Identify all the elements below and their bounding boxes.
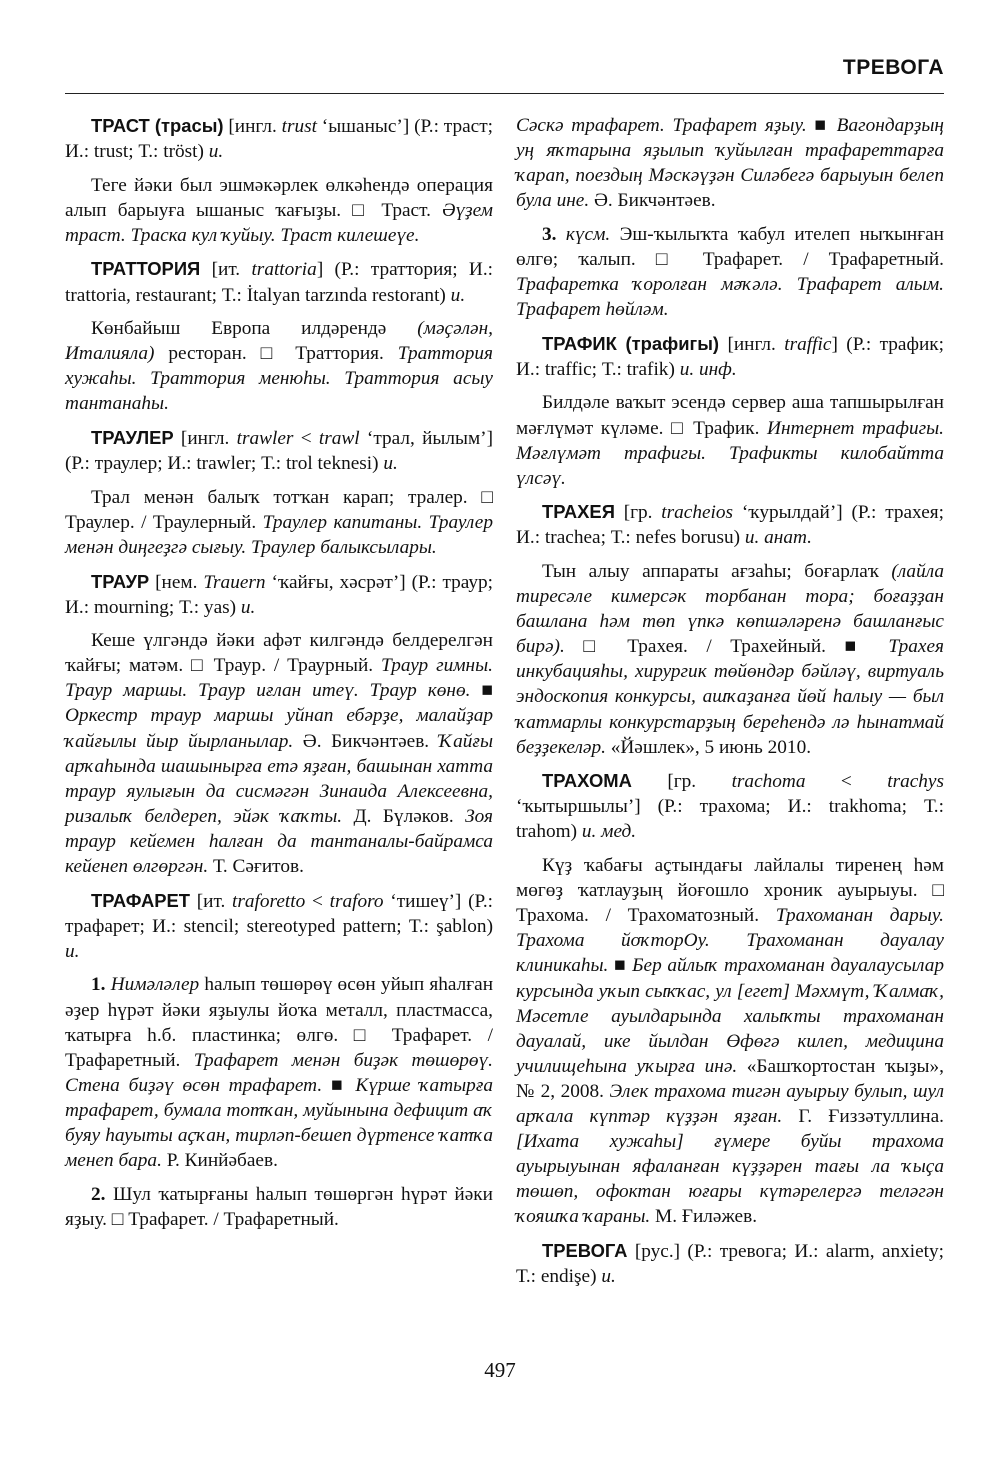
headword: ТРАФИК (трафигы): [542, 332, 720, 354]
sense-3: 3. күсм. Эш-ҡылыҡта ҡабул ителеп ныҡынған өлгө; ҡалып. □ Трафарет. / Трафаретный. Трафаретка ҡоролған мәҡәлә. Трафарет алым. Трафарет һөйләм.: [516, 223, 945, 321]
entry-trafik: ТРАФИК (трафигы) [ингл. traffic] (Р.: трафик; И.: traffic; Т.: trafik) и. инф.: [516, 332, 944, 380]
entry-trafaret: ТРАФАРЕТ [ит. traforetto < traforo ‘тишеү’] (Р.: трафарет; И.: stencil; stereotyped pattern; Т.: şablon) и.: [65, 889, 493, 962]
headword: ТРАУР: [91, 570, 150, 592]
definition: Кеше үлгәндә йәки афәт килгәндә белдерелгән ҡайғы; матәм. □ Траур. / Траурный. Траур гимны. Траур маршы. Траур иғлан итеү. Траур көнө. ■ Оркестр траур маршы уйнап ебәрҙе, малайҙар ҡайғылы йыр йырланылар. Ә. Бикчәнтәев. Ҡайғы арҡаһында шашынырға етә яҙған, башынан хатта траур яулығын да сисмәгән Зинаида Алексеевна, ризалыҡ белдереп, эйәк ҡаҡты. Д. Бүләков. Зоя траур кейемен һалған да тантаналы-байрамса кейенеп өлгөргән. Т. Сәғитов.: [65, 630, 494, 878]
sense-2: 2. Шул ҡатырғаны һалып төшөргән һүрәт йәки яҙыу. □ Трафарет. / Трафаретный.: [65, 1183, 493, 1230]
entry-trast: ТРАСТ (трасы) [ингл. trust ‘ышаныс’] (Р.: траст; И.: trust; Т.: tröst) и.: [65, 115, 494, 163]
headword: ТРАФАРЕТ: [91, 889, 190, 911]
definition: Трал менән балыҡ тотҡан карап; тралер. □ Траулер. / Траулерный. Траулер капитаны. Траулер менән диңгеҙгә сығыу. Траулер балыксылары.: [65, 486, 493, 558]
headword: ТРАТТОРИЯ: [91, 258, 201, 280]
headword: ТРЕВОГА: [542, 1239, 628, 1261]
definition: Билдәле ваҡыт эсендә сервер аша тапшырылған мәғлүмәт күләме. □ Трафик. Интернет трафигы. Мәғлүмәт трафигы. Трафикты килобайтта үлсәү.: [516, 392, 944, 489]
entry-trahoma: ТРАХОМА [гр. trachoma < trachys ‘ҡытыршылы’] (Р.: трахома; И.: trakhoma; Т.: trahom) и. мед.: [516, 770, 944, 843]
entry-trattoria: ТРАТТОРИЯ [ит. trattoria] (Р.: траттория; И.: trattoria, restaurant; Т.: İtalyan tarzında restorant) и.: [65, 258, 493, 306]
running-head: ТРЕВОГА: [842, 56, 944, 79]
definition: Тын алыу аппараты ағзаһы; боғарлаҡ (лайла тиресәле кимерсәк торбанан тора; боғаҙҙан башлана һәм төп үпкә көпшәләренә башланғыс бирә). □ Трахея. / Трахейный. ■ Трахея инкубацияһы, хирургик төйөндәр бәйләү, виртуаль эндоскопия конкурсы, ашҡаҙанға йөй һалыу — был ҡатмарлы конкурстарҙың береһендә лә һынатмай беҙҙекеләр. «Йәшлек», 5 июнь 2010.: [516, 561, 944, 758]
square-bullet-icon: ■: [608, 955, 633, 977]
entry-traheya: ТРАХЕЯ [гр. tracheios ‘ҡурылдай’] (Р.: трахея; И.: trachea; Т.: nefes borusu) и. анат.: [516, 501, 944, 549]
entry-trauler: ТРАУЛЕР [ингл. trawler < trawl ‘трал, йылым’] (Р.: траулер; И.: trawler; Т.: trol teknesi) и.: [65, 427, 493, 475]
sense-1: 1. Нимәләлер һалып төшөрөү өсөн уйып яһалған әҙер һүрәт йәки яҙыулы йоҡа металл, пластмасса, ҡатырға һ.б. пластинка; өлгө. □ Трафарет. / Трафаретный. Трафарет менән биҙәк төшөрөү. Стена биҙәү өсөн трафарет. ■ Күрше ҡатырға трафарет, бумала тотҡан, муйынына дефицит аҡ буяу һауыты аҫҡан, тирләп-бешеп дүртенсе ҡатҡа менеп бара. Р. Кинйәбаев.: [65, 974, 494, 1172]
headword: ТРАСТ (трасы): [91, 115, 224, 136]
definition: Көнбайыш Европа илдәрендә (мәҫәлән, Италияла) ресторан. □ Траттория. Траттория хужаһы. Траттория менюһы. Траттория асыу тантанаһы.: [65, 318, 493, 415]
definition: Теге йәки был эшмәкәрлек өлкәһендә операция алып барыуға ышаныс ҡағыҙы. □ Траст. Әүҙем траст. Траска кул ҡуйыу. Траст килешеүе.: [65, 174, 493, 246]
square-bullet-icon: ■: [322, 1074, 356, 1096]
headword: ТРАХОМА: [542, 770, 632, 792]
definition: Күҙ ҡабағы аҫтындағы лайлалы тиренең һәм мөгөҙ ҡатлауҙың йоғошло хроник ауырыуы. □ Трахома. / Трахоматозный. Трахоманан дарыу. Трахома йоҡторОу. Трахоманан дауалау клиникаһы. ■ Бер айлыҡ трахоманан дауалаусылар курсында уҡып сыҡҡас, ул [егет] Мәхмүт, Ҡалмаҡ, Мәсетле ауылдарында халыҡты трахоманан дауалай, ике йылдан Өфөгә килеп, медицина училищеһына уҡырға инә. «Башҡортостан ҡыҙы», № 2, 2008. Элек трахома тигән ауырыу булып, шул арҡала күптәр күҙҙән яҙған. Г. Ғиззәтуллина. [Ихата хужаһы] ғүмере буйы трахома ауырыуынан яфаланған күҙҙәрен тағы ла ҡыҫа төшөп, офоктан юғары күтәрелергә теләгән ҡояшҡа ҡараны. М. Ғиләжев.: [516, 855, 945, 1228]
left-column: [65, 113, 493, 1240]
entry-trevoga: ТРЕВОГА [рус.] (Р.: тревога; И.: alarm, anxiety; Т.: endişe) и.: [516, 1239, 944, 1288]
header-rule: [65, 93, 944, 94]
continuation: Сәскә трафарет. Трафарет яҙыу. ■ Вагондарҙың уң яҡтарына яҙылып ҡуйылған трафареттарға ҡарап, поездың Мәскәүҙән Силәбегә барыуын белеп була ине. Ә. Бикчәнтәев.: [516, 115, 944, 212]
headword: ТРАУЛЕР: [91, 427, 174, 449]
headword: ТРАХЕЯ: [542, 501, 615, 523]
square-bullet-icon: ■: [470, 680, 493, 702]
square-bullet-icon: ■: [806, 115, 837, 136]
right-column: [516, 113, 944, 1298]
page-number: 497: [484, 1358, 516, 1382]
square-bullet-icon: ■: [825, 636, 889, 658]
entry-traur: ТРАУР [нем. Trauern ‘ҡайғы, хәсрәт’] (Р.: траур; И.: mourning; Т.: yas) и.: [65, 570, 494, 618]
